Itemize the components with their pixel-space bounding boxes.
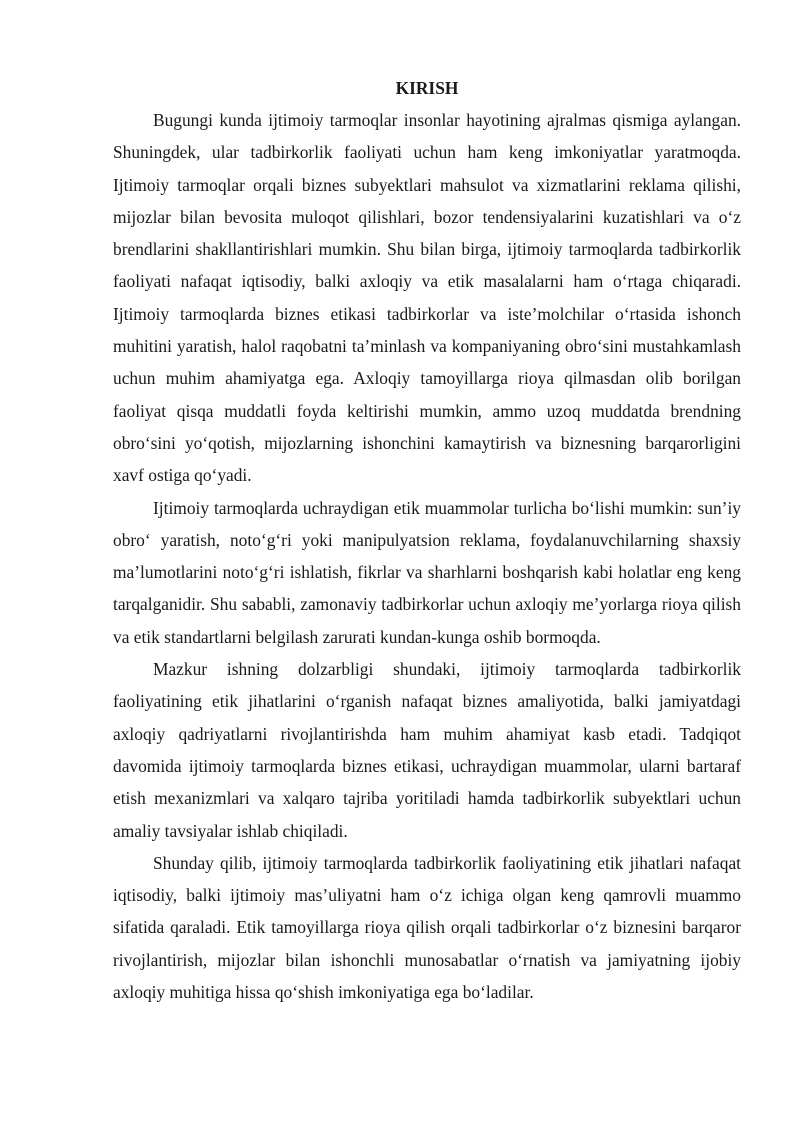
- paragraph-3: Mazkur ishning dolzarbligi shundaki, ijtimoiy tarmoqlarda tadbirkorlik faoliyatining etik jihatlarini o‘rganish nafaqat biznes amaliyotida, balki jamiyatdagi axloqiy qadriyatlarni rivojlantirishda ham muhim ahamiyat kasb etadi. Tadqiqot davomida ijtimoiy tarmoqlarda biznes etikasi, uchraydigan muammolar, ularni bartaraf etish mexanizmlari va xalqaro tajriba yoritiladi hamda tadbirkorlik subyektlari uchun amaliy tavsiyalar ishlab chiqiladi.: [113, 659, 741, 841]
- document-page: [113, 72, 741, 1008]
- paragraph-1: Bugungi kunda ijtimoiy tarmoqlar insonlar hayotining ajralmas qismiga aylangan. Shuningdek, ular tadbirkorlik faoliyati uchun ham keng imkoniyatlar yaratmoqda. Ijtimoiy tarmoqlar orqali biznes subyektlari mahsulot va xizmatlarini reklama qilishi, mijozlar bilan bevosita muloqot qilishlari, bozor tendensiyalarini kuzatishlari va o‘z brendlarini shakllantirishlari mumkin. Shu bilan birga, ijtimoiy tarmoqlarda tadbirkorlik faoliyati nafaqat iqtisodiy, balki axloqiy va etik masalalarni ham o‘rtaga chiqaradi. Ijtimoiy tarmoqlarda biznes etikasi tadbirkorlar va iste’molchilar o‘rtasida ishonch muhitini yaratish, halol raqobatni ta’minlash va kompaniyaning obro‘sini mustahkamlash uchun muhim ahamiyatga ega. Axloqiy tamoyillarga rioya qilmasdan olib borilgan faoliyat qisqa muddatli foyda keltirishi mumkin, ammo uzoq muddatda brendning obro‘sini yo‘qotish, mijozlarning ishonchini kamaytirish va biznesning barqarorligini xavf ostiga qo‘yadi.: [113, 110, 741, 486]
- page-title: KIRISH: [395, 78, 459, 98]
- paragraph-2: Ijtimoiy tarmoqlarda uchraydigan etik muammolar turlicha bo‘lishi mumkin: sun’iy obro‘ yaratish, noto‘g‘ri yoki manipulyatsion reklama, foydalanuvchilarning shaxsiy ma’lumotlarini noto‘g‘ri ishlatish, fikrlar va sharhlarni boshqarish kabi holatlar eng keng tarqalganidir. Shu sababli, zamonaviy tadbirkorlar uchun axloqiy me’yorlarga rioya qilish va etik standartlarni belgilash zarurati kundan-kunga oshib bormoqda.: [113, 497, 741, 647]
- paragraph-4: Shunday qilib, ijtimoiy tarmoqlarda tadbirkorlik faoliyatining etik jihatlari nafaqat iqtisodiy, balki ijtimoiy mas’uliyatni ham o‘z ichiga olgan keng qamrovli muammo sifatida qaraladi. Etik tamoyillarga rioya qilish orqali tadbirkorlar o‘z biznesini barqaror rivojlantirish, mijozlar bilan ishonchli munosabatlar o‘rnatish va jamiyatning ijobiy axloqiy muhitiga hissa qo‘shish imkoniyatiga ega bo‘ladilar.: [113, 852, 741, 1003]
